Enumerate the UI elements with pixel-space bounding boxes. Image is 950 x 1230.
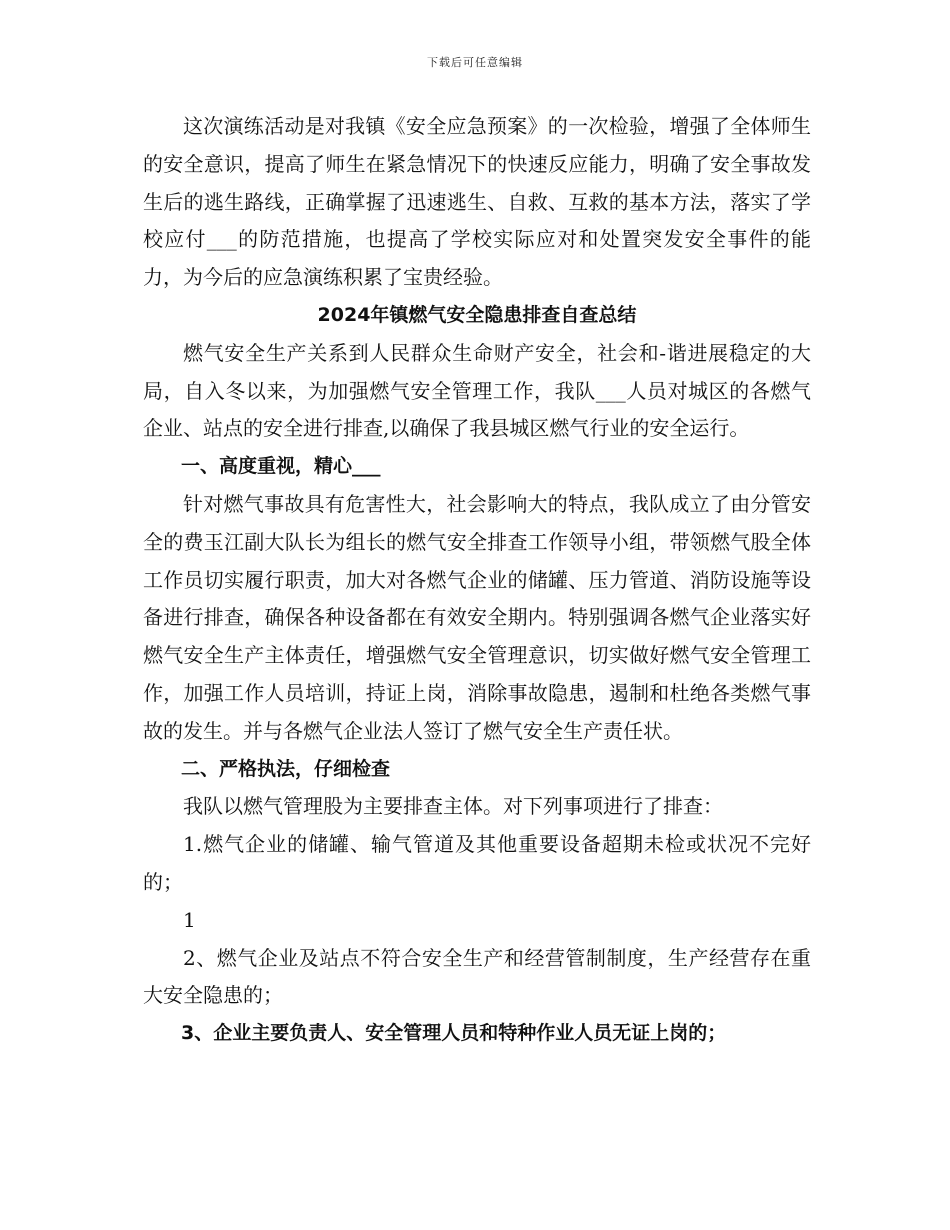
- section1-paragraph: 针对燃气事故具有危害性大，社会影响大的特点，我队成立了由分管安全的费玉江副大队长为组长的燃气安全排查工作领导小组，带领燃气股全体工作员切实履行职责，加大对各燃气企业的储罐、压力管道、消防设施等设备进行排查，确保各种设备都在有效安全期内。特别强调各燃气企业落实好燃气安全生产主体责任，增强燃气安全管理意识，切实做好燃气安全管理工作，加强工作人员培训，持证上岗，消除事故隐患，遏制和杜绝各类燃气事故的发生。并与各燃气企业法人签订了燃气安全生产责任状。: [143, 491, 811, 743]
- intro-paragraph: 这次演练活动是对我镇《安全应急预案》的一次检验，增强了全体师生的安全意识，提高了师生在紧急情况下的快速反应能力，明确了安全事故发生后的逃生路线，正确掌握了迅速逃生、自救、互救的基本方法，落实了学校应付___的防范措施，也提高了学校实际应对和处置突发安全事件的能力，为今后的应急演练积累了宝贵经验。: [143, 114, 811, 290]
- section1-heading: 一、高度重视，精心___: [181, 455, 381, 478]
- list-item-1: 1.燃气企业的储罐、输气管道及其他重要设备超期未检或状况不完好的；: [143, 832, 811, 894]
- opening-paragraph: 燃气安全生产关系到人民群众生命财产安全，社会和-谐进展稳定的大局，自入冬以来，为加强燃气安全管理工作，我队___人员对城区的各燃气企业、站点的安全进行排查,以确保了我县城区燃气行业的安全运行。: [143, 340, 811, 441]
- list-item-3: 3、企业主要负责人、安全管理人员和特种作业人员无证上岗的；: [181, 1022, 727, 1045]
- section2-heading: 二、严格执法，仔细检查: [181, 757, 391, 780]
- section2-paragraph: 我队以燃气管理股为主要排查主体。对下列事项进行了排查：: [183, 794, 723, 819]
- list-item-2: 2、燃气企业及站点不符合安全生产和经营管制制度，生产经营存在重大安全隐患的；: [143, 945, 811, 1008]
- document-body: [143, 108, 811, 1053]
- header-note: 下载后可任意编辑: [427, 56, 523, 69]
- page-number: 1: [183, 907, 196, 932]
- document-title: 2024年镇燃气安全隐患排查自查总结: [317, 303, 637, 326]
